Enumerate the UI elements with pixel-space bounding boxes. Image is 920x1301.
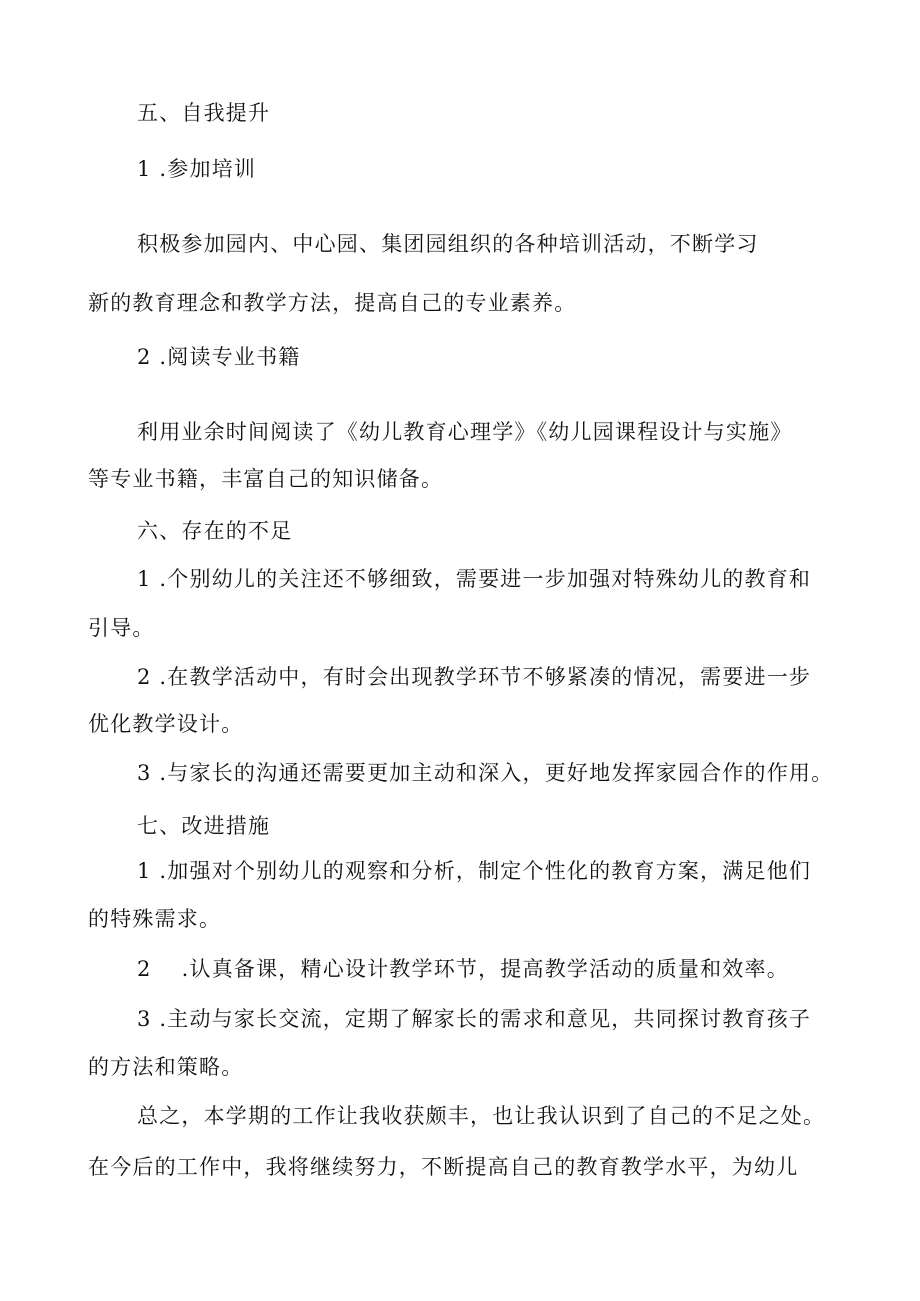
section-5-item-2-text-line-2: 等专业书籍，丰富自己的知识储备。 (88, 467, 444, 491)
section-7-item-1-line-1: 1 .加强对个别幼儿的观察和分析，制定个性化的教育方案，满足他们 (137, 859, 812, 883)
section-7-heading: 七、改进措施 (137, 814, 271, 838)
section-7-item-3-line-1: 3 .主动与家长交流，定期了解家长的需求和意见，共同探讨教育孩子 (137, 1007, 812, 1031)
conclusion-line-2: 在今后的工作中，我将继续努力，不断提高自己的教育教学水平，为幼儿 (88, 1155, 799, 1179)
section-6-item-1-line-2: 引导。 (88, 616, 155, 640)
section-7-item-2-line-1: 2 .认真备课，精心设计教学环节，提高教学活动的质量和效率。 (137, 957, 789, 981)
conclusion-line-1: 总之，本学期的工作让我收获颇丰，也让我认识到了自己的不足之处。 (137, 1104, 826, 1128)
section-5-item-2-title: 2 .阅读专业书籍 (137, 345, 301, 369)
section-5-item-1-text-line-2: 新的教育理念和教学方法，提高自己的专业素养。 (88, 291, 577, 315)
section-5-heading: 五、自我提升 (137, 101, 271, 125)
section-6-item-2-line-2: 优化教学设计。 (88, 712, 244, 736)
section-5-item-1-title: 1 .参加培训 (137, 157, 257, 181)
section-6-item-1-line-1: 1 .个别幼儿的关注还不够细致，需要进一步加强对特殊幼儿的教育和 (137, 567, 812, 591)
section-6-item-2-line-1: 2 .在教学活动中，有时会出现教学环节不够紧凑的情况，需要进一步 (137, 665, 812, 689)
section-7-item-1-line-2: 的特殊需求。 (88, 907, 222, 931)
section-5-item-1-text-line-1: 积极参加园内、中心园、集团园组织的各种培训活动，不断学习 (137, 232, 759, 256)
section-6-heading: 六、存在的不足 (137, 519, 293, 543)
section-6-item-3-line-1: 3 .与家长的沟通还需要更加主动和深入，更好地发挥家园合作的作用。 (137, 761, 834, 785)
section-5-item-2-text-line-1: 利用业余时间阅读了《幼儿教育心理学》《幼儿园课程设计与实施》 (137, 420, 793, 444)
section-7-item-3-line-2: 的方法和策略。 (88, 1055, 244, 1079)
